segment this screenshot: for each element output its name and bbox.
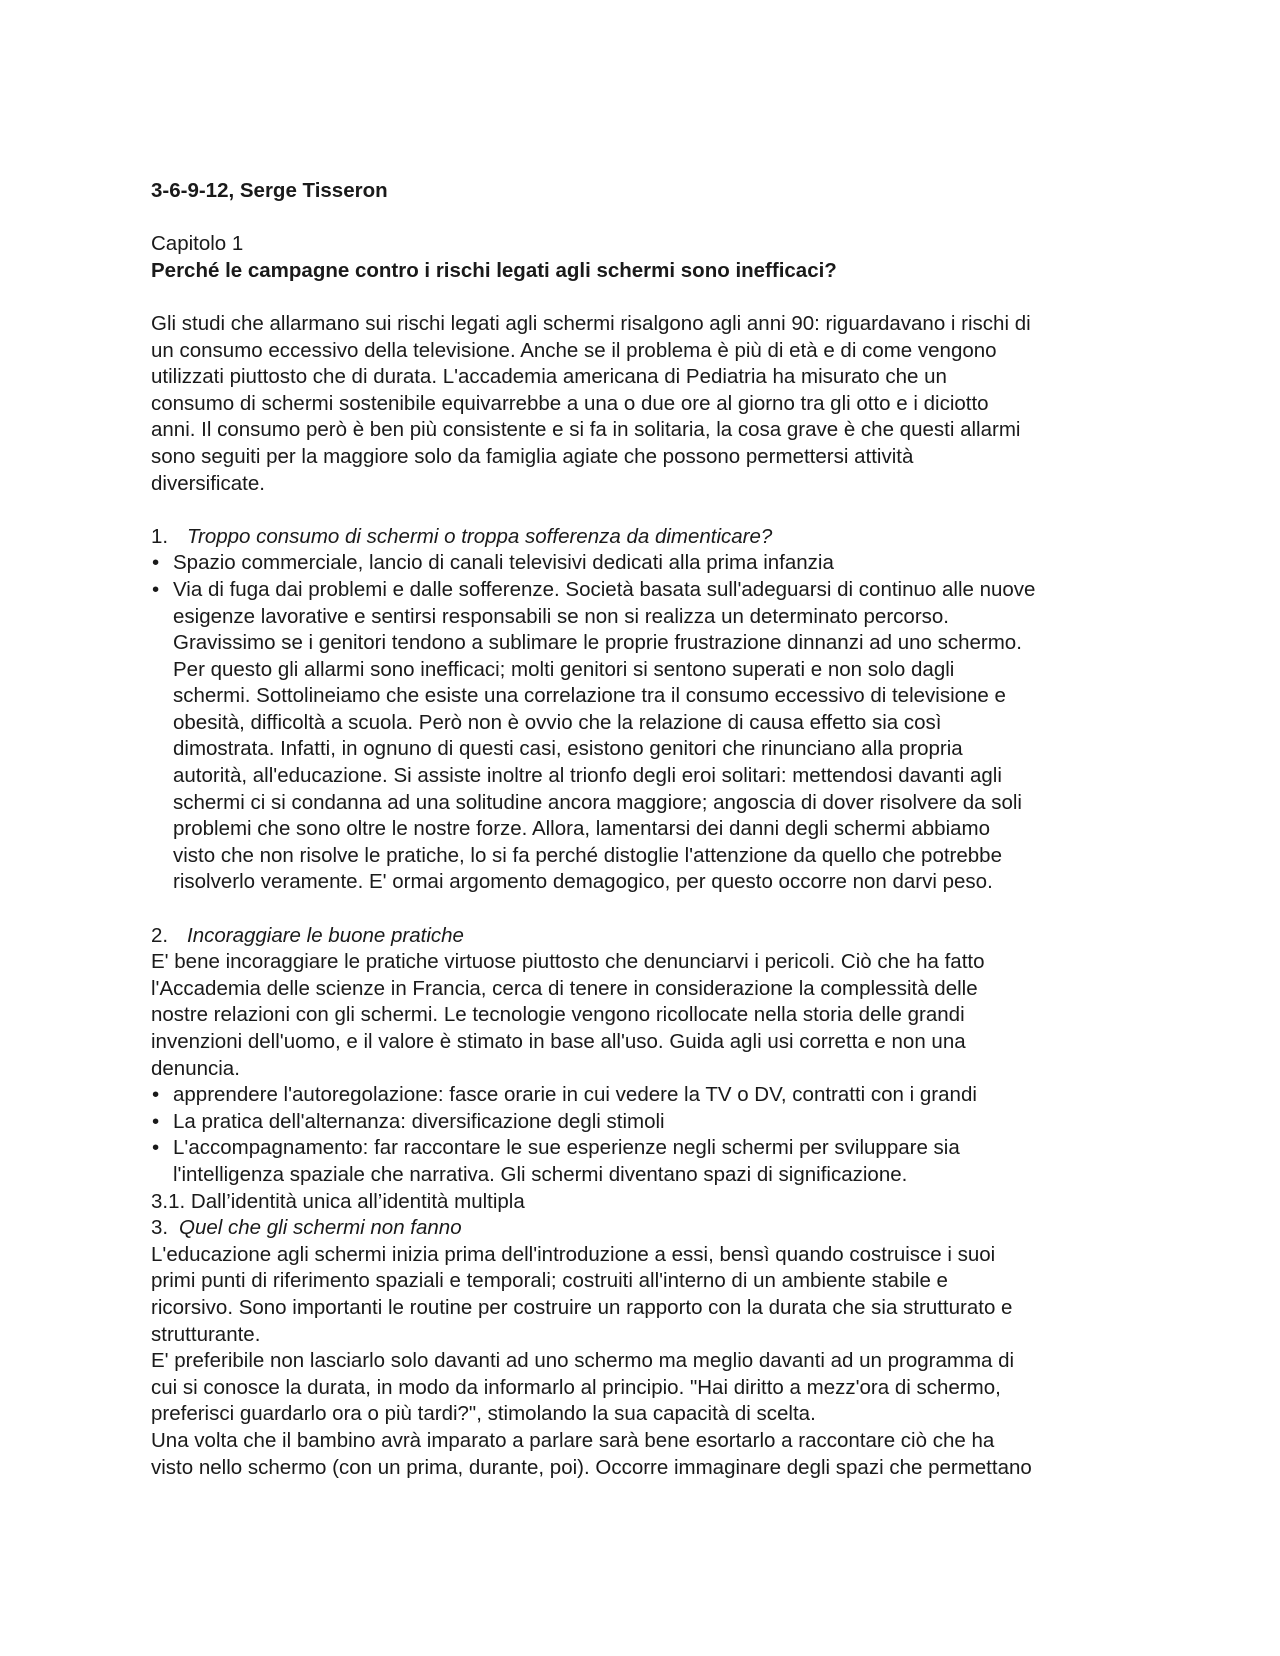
paragraph-line: ricorsivo. Sono importanti le routine per costruire un rapporto con la durata che sia strutturato e: [151, 1295, 1013, 1319]
section-2-paragraph: [151, 949, 1151, 1082]
bullet-icon: •: [152, 577, 160, 601]
list-item-line: schermi. Sottolineiamo che esiste una correlazione tra il consumo eccessivo di televisione e: [173, 684, 1006, 708]
list-item-line: L'accompagnamento: far raccontare le sue esperienze negli schermi per sviluppare sia: [173, 1136, 960, 1160]
paragraph-line: l'Accademia delle scienze in Francia, cerca di tenere in considerazione la complessità delle: [151, 976, 978, 1000]
list-item-line: apprendere l'autoregolazione: fasce orarie in cui vedere la TV o DV, contratti con i grandi: [173, 1083, 977, 1107]
chapter-title: Perché le campagne contro i rischi legati agli schermi sono inefficaci?: [151, 258, 837, 282]
paragraph-line: L'educazione agli schermi inizia prima dell'introduzione a essi, bensì quando costruisce i suoi: [151, 1242, 996, 1266]
section-3-heading: [151, 1215, 1151, 1242]
paragraph-line: nostre relazioni con gli schermi. Le tecnologie vengono ricollocate nella storia delle grandi: [151, 1003, 965, 1027]
list-item: [151, 550, 1151, 577]
section-heading-text: Quel che gli schermi non fanno: [179, 1216, 462, 1240]
paragraph-line: un consumo eccessivo della televisione. Anche se il problema è più di età e di come vengono: [151, 338, 997, 362]
list-item: [151, 577, 1151, 896]
list-item-line: Gravissimo se i genitori tendono a sublimare le proprie frustrazione dinnanzi ad uno schermo.: [173, 631, 1022, 655]
list-item: [151, 1082, 1151, 1109]
list-item-line: visto che non risolve le pratiche, lo si fa perché distoglie l'attenzione da quello che potrebbe: [173, 843, 1002, 867]
list-item-line: esigenze lavorative e sentirsi responsabili se non si realizza un determinato percorso.: [173, 604, 949, 628]
paragraph-line: Una volta che il bambino avrà imparato a parlare sarà bene esortarlo a raccontare ciò che ha: [151, 1428, 995, 1452]
paragraph-line: sono seguiti per la maggiore solo da famiglia agiate che possono permettersi attività: [151, 444, 914, 468]
section-1-heading: [151, 524, 1151, 551]
section-number: 3.: [151, 1216, 169, 1240]
list-item-line: autorità, all'educazione. Si assiste inoltre al trionfo degli eroi solitari: mettendosi davanti agli: [173, 764, 1002, 788]
paragraph-line: cui si conosce la durata, in modo da informarlo al principio. "Hai diritto a mezz'ora di schermo,: [151, 1375, 1001, 1399]
paragraph-line: diversificate.: [151, 471, 265, 495]
list-item-line: l'intelligenza spaziale che narrativa. Gli schermi diventano spazi di significazione.: [173, 1162, 908, 1186]
paragraph-line: strutturante.: [151, 1322, 261, 1346]
list-item: [151, 1135, 1151, 1188]
spacer: [151, 896, 1151, 923]
paragraph-line: consumo di schermi sostenibile equivarrebbe a una o due ore al giorno tra gli otto e i diciotto: [151, 391, 989, 415]
paragraph-line: E' preferibile non lasciarlo solo davanti ad uno schermo ma meglio davanti ad un programma di: [151, 1349, 1015, 1373]
paragraph-line: visto nello schermo (con un prima, durante, poi). Occorre immaginare degli spazi che permettano: [151, 1455, 1032, 1479]
list-item-line: Spazio commerciale, lancio di canali televisivi dedicati alla prima infanzia: [173, 551, 834, 575]
bullet-icon: •: [152, 551, 160, 575]
document-title: 3-6-9-12, Serge Tisseron: [151, 179, 388, 202]
list-item-line: Per questo gli allarmi sono inefficaci; molti genitori si sentono superati e non solo dagli: [173, 657, 955, 681]
intro-paragraph: [151, 311, 1151, 497]
section-heading-text: Incoraggiare le buone pratiche: [187, 923, 464, 947]
list-item-text: [173, 550, 834, 577]
paragraph-line: E' bene incoraggiare le pratiche virtuose piuttosto che denunciarvi i pericoli. Ciò che ha fatto: [151, 950, 985, 974]
paragraph-line: utilizzati piuttosto che di durata. L'accademia americana di Pediatria ha misurato che un: [151, 365, 947, 389]
spacer: [151, 205, 1151, 232]
paragraph-line: preferisci guardarlo ora o più tardi?", stimolando la sua capacità di scelta.: [151, 1402, 816, 1426]
list-item-line: schermi ci si condanna ad una solitudine ancora maggiore; angoscia di dover risolvere da soli: [173, 790, 1022, 814]
section-3-paragraph: [151, 1242, 1151, 1481]
section-number: 1.: [151, 524, 169, 548]
paragraph-line: Gli studi che allarmano sui rischi legati agli schermi risalgono agli anni 90: riguardavano i rischi di: [151, 311, 1031, 335]
list-item-line: risolverlo veramente. E' ormai argomento demagogico, per questo occorre non darvi peso.: [173, 870, 993, 894]
list-item-line: dimostrata. Infatti, in ognuno di questi casi, esistono genitori che rinunciano alla propria: [173, 737, 963, 761]
paragraph-line: invenzioni dell'uomo, e il valore è stimato in base all'uso. Guida agli usi corretta e non una: [151, 1030, 966, 1053]
section-heading-text: Troppo consumo di schermi o troppa sofferenza da dimenticare?: [187, 524, 773, 548]
subsection-heading: 3.1. Dall’identità unica all’identità multipla: [151, 1189, 525, 1213]
paragraph-line: primi punti di riferimento spaziali e temporali; costruiti all'interno di un ambiente stabile e: [151, 1269, 948, 1293]
bullet-icon: •: [152, 1136, 160, 1160]
list-item: [151, 1109, 1151, 1136]
list-item-line: Via di fuga dai problemi e dalle sofferenze. Società basata sull'adeguarsi di continuo alle nuove: [173, 577, 1036, 601]
chapter-label: Capitolo 1: [151, 232, 244, 256]
list-item-text: [173, 577, 1035, 896]
paragraph-line: denuncia.: [151, 1056, 240, 1080]
spacer: [151, 497, 1151, 524]
document-page: [151, 178, 1151, 1481]
list-item-text: [173, 1109, 665, 1136]
bullet-icon: •: [152, 1083, 160, 1107]
list-item-line: obesità, difficoltà a scuola. Però non è ovvio che la relazione di causa effetto sia così: [173, 710, 942, 734]
list-item-text: [173, 1135, 960, 1188]
paragraph-line: anni. Il consumo però è ben più consistente e si fa in solitaria, la cosa grave è che questi allarmi: [151, 418, 1021, 442]
list-item-text: [173, 1082, 977, 1109]
list-item-line: La pratica dell'alternanza: diversificazione degli stimoli: [173, 1109, 665, 1133]
list-item-line: problemi che sono oltre le nostre forze. Allora, lamentarsi dei danni degli schermi abbiamo: [173, 817, 991, 841]
spacer: [151, 284, 1151, 311]
section-2-heading: [151, 923, 1151, 950]
section-number: 2.: [151, 923, 169, 947]
bullet-icon: •: [152, 1109, 160, 1133]
